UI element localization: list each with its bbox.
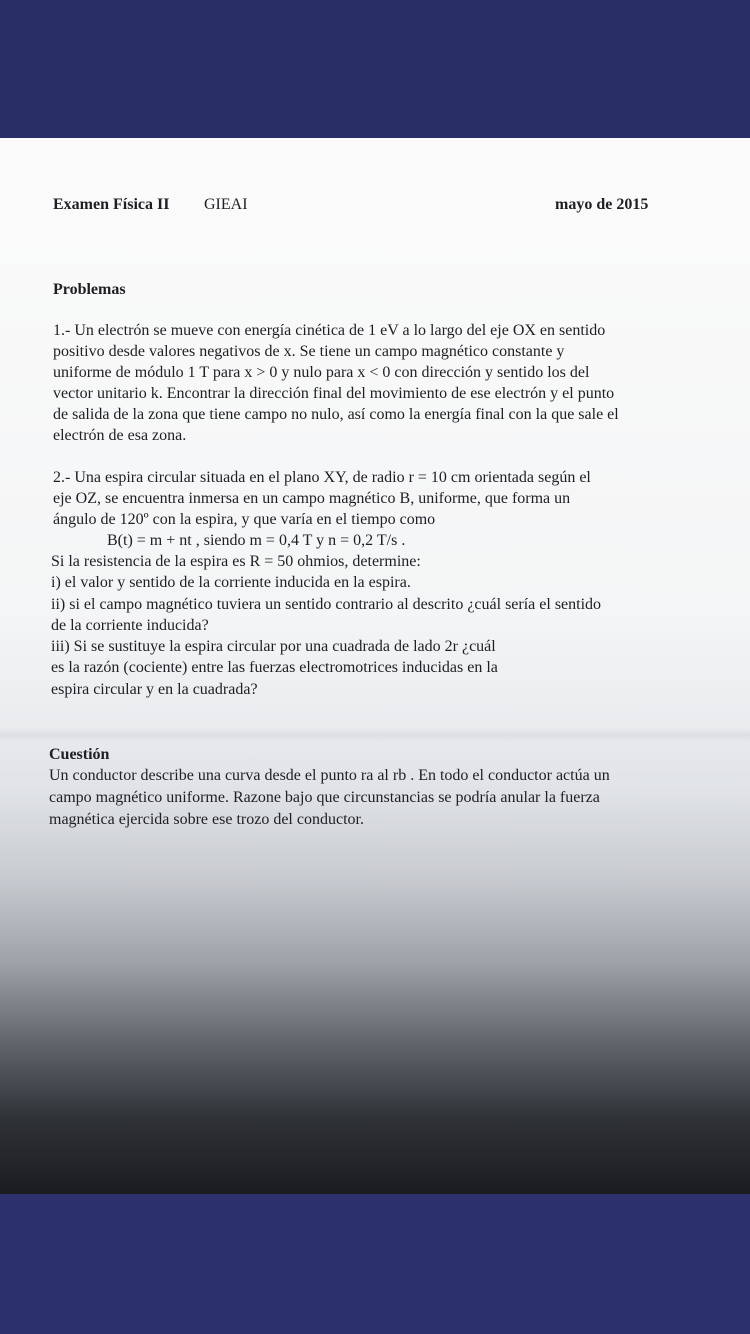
problem-1-line: positivo desde valores negativos de x. Se tiene un campo magnético constante y [53, 343, 565, 360]
problem-2-line: Si la resistencia de la espira es R = 50 ohmios, determine: [51, 553, 421, 570]
problem-2-line: es la razón (cociente) entre las fuerzas electromotrices inducidas en la [51, 659, 498, 676]
top-background [0, 0, 750, 138]
problem-2-line: i) el valor y sentido de la corriente inducida en la espira. [51, 574, 411, 591]
problem-2-line: eje OZ, se encuentra inmersa en un campo magnético B, uniforme, que forma un [53, 490, 571, 507]
problem-2-formula: B(t) = m + nt , siendo m = 0,4 T y n = 0,2 T/s . [107, 532, 406, 549]
problem-1-line: vector unitario k. Encontrar la dirección final del movimiento de ese electrón y el punto [53, 385, 615, 402]
exam-date: mayo de 2015 [555, 196, 649, 213]
problem-1-line: uniforme de módulo 1 T para x > 0 y nulo para x < 0 con dirección y sentido los del [53, 364, 590, 381]
question-line: campo magnético uniforme. Razone bajo que circunstancias se podría anular la fuerza [49, 789, 600, 806]
problem-2-line: de la corriente inducida? [51, 617, 209, 634]
bottom-background [0, 1194, 750, 1334]
problem-1-line: electrón de esa zona. [53, 427, 187, 444]
section-heading-problems: Problemas [53, 281, 126, 298]
problem-2-line: iii) Si se sustituye la espira circular por una cuadrada de lado 2r ¿cuál [51, 638, 496, 655]
question-line: Un conductor describe una curva desde el punto ra al rb . En todo el conductor actúa un [49, 767, 610, 784]
problem-2-line: 2.- Una espira circular situada en el plano XY, de radio r = 10 cm orientada según el [53, 469, 591, 486]
problem-2-line: espira circular y en la cuadrada? [51, 681, 258, 698]
exam-paper [0, 138, 750, 1194]
problem-1-line: de salida de la zona que tiene campo no nulo, así como la energía final con la que sale el [53, 406, 619, 423]
problem-1-line: 1.- Un electrón se mueve con energía cinética de 1 eV a lo largo del eje OX en sentido [53, 322, 606, 339]
question-line: magnética ejercida sobre ese trozo del conductor. [49, 811, 364, 828]
problem-2-line: ángulo de 120º con la espira, y que varía en el tiempo como [53, 511, 436, 528]
program-name: GIEAI [204, 196, 248, 213]
course-title: Examen Física II [53, 196, 170, 213]
section-heading-question: Cuestión [49, 746, 110, 763]
problem-2-line: ii) si el campo magnético tuviera un sentido contrario al descrito ¿cuál sería el sentido [51, 596, 602, 613]
